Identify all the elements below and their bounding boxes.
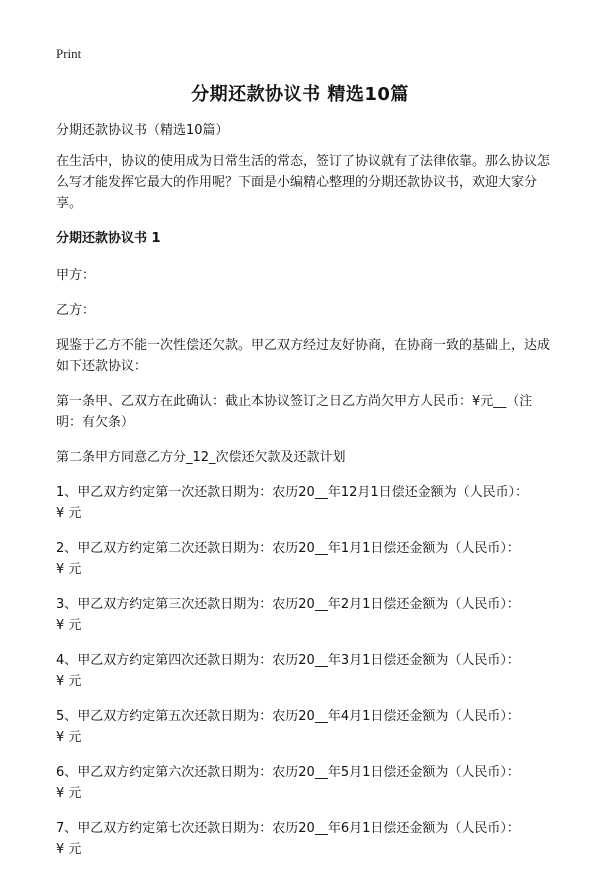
installment-item <box>56 538 550 580</box>
installment-text: 5、甲乙双方约定第五次还款日期为：农历20__年4月1日偿还金额为（人民币）： <box>56 709 520 724</box>
installment-item <box>56 706 550 748</box>
party-b-line: 乙方： <box>56 303 96 318</box>
document-body <box>56 120 550 874</box>
installment-text: 3、甲乙双方约定第三次还款日期为：农历20__年2月1日偿还金额为（人民币）： <box>56 597 520 612</box>
page-title: 分期还款协议书 精选10篇 <box>191 84 409 105</box>
installment-amount: ¥ 元 <box>56 562 82 577</box>
installment-list <box>56 482 550 860</box>
installment-item <box>56 482 550 524</box>
installment-item <box>56 762 550 804</box>
intro-paragraph: 在生活中，协议的使用成为日常生活的常态，签订了协议就有了法律依靠。那么协议怎么写才能发挥它最大的作用呢？下面是小编精心整理的分期还款协议书，欢迎大家分享。 <box>56 154 551 211</box>
installment-amount: ¥ 元 <box>56 842 82 857</box>
installment-item <box>56 818 550 860</box>
installment-amount: ¥ 元 <box>56 786 82 801</box>
article-1: 第一条甲、乙双方在此确认：截止本协议签订之日乙方尚欠甲方人民币：¥元__（注明：有欠条） <box>56 394 533 430</box>
article-2: 第二条甲方同意乙方分_12_次偿还欠款及还款计划 <box>56 450 346 465</box>
preamble-paragraph: 现鉴于乙方不能一次性偿还欠款。甲乙双方经过友好协商，在协商一致的基础上，达成如下还款协议： <box>56 338 551 374</box>
section-heading: 分期还款协议书 1 <box>56 231 161 246</box>
party-a-line: 甲方： <box>56 268 96 283</box>
installment-text: 6、甲乙双方约定第六次还款日期为：农历20__年5月1日偿还金额为（人民币）： <box>56 765 520 780</box>
installment-amount: ¥ 元 <box>56 506 82 521</box>
print-link[interactable]: Print <box>56 46 82 61</box>
installment-amount: ¥ 元 <box>56 618 82 633</box>
installment-amount: ¥ 元 <box>56 730 82 745</box>
installment-item <box>56 594 550 636</box>
installment-item <box>56 650 550 692</box>
installment-text: 1、甲乙双方约定第一次还款日期为：农历20__年12月1日偿还金额为（人民币）： <box>56 485 529 500</box>
document-subtitle: 分期还款协议书（精选10篇） <box>56 123 229 138</box>
installment-amount: ¥ 元 <box>56 674 82 689</box>
installment-text: 2、甲乙双方约定第二次还款日期为：农历20__年1月1日偿还金额为（人民币）： <box>56 541 520 556</box>
installment-text: 7、甲乙双方约定第七次还款日期为：农历20__年6月1日偿还金额为（人民币）： <box>56 821 520 836</box>
installment-text: 4、甲乙双方约定第四次还款日期为：农历20__年3月1日偿还金额为（人民币）： <box>56 653 520 668</box>
